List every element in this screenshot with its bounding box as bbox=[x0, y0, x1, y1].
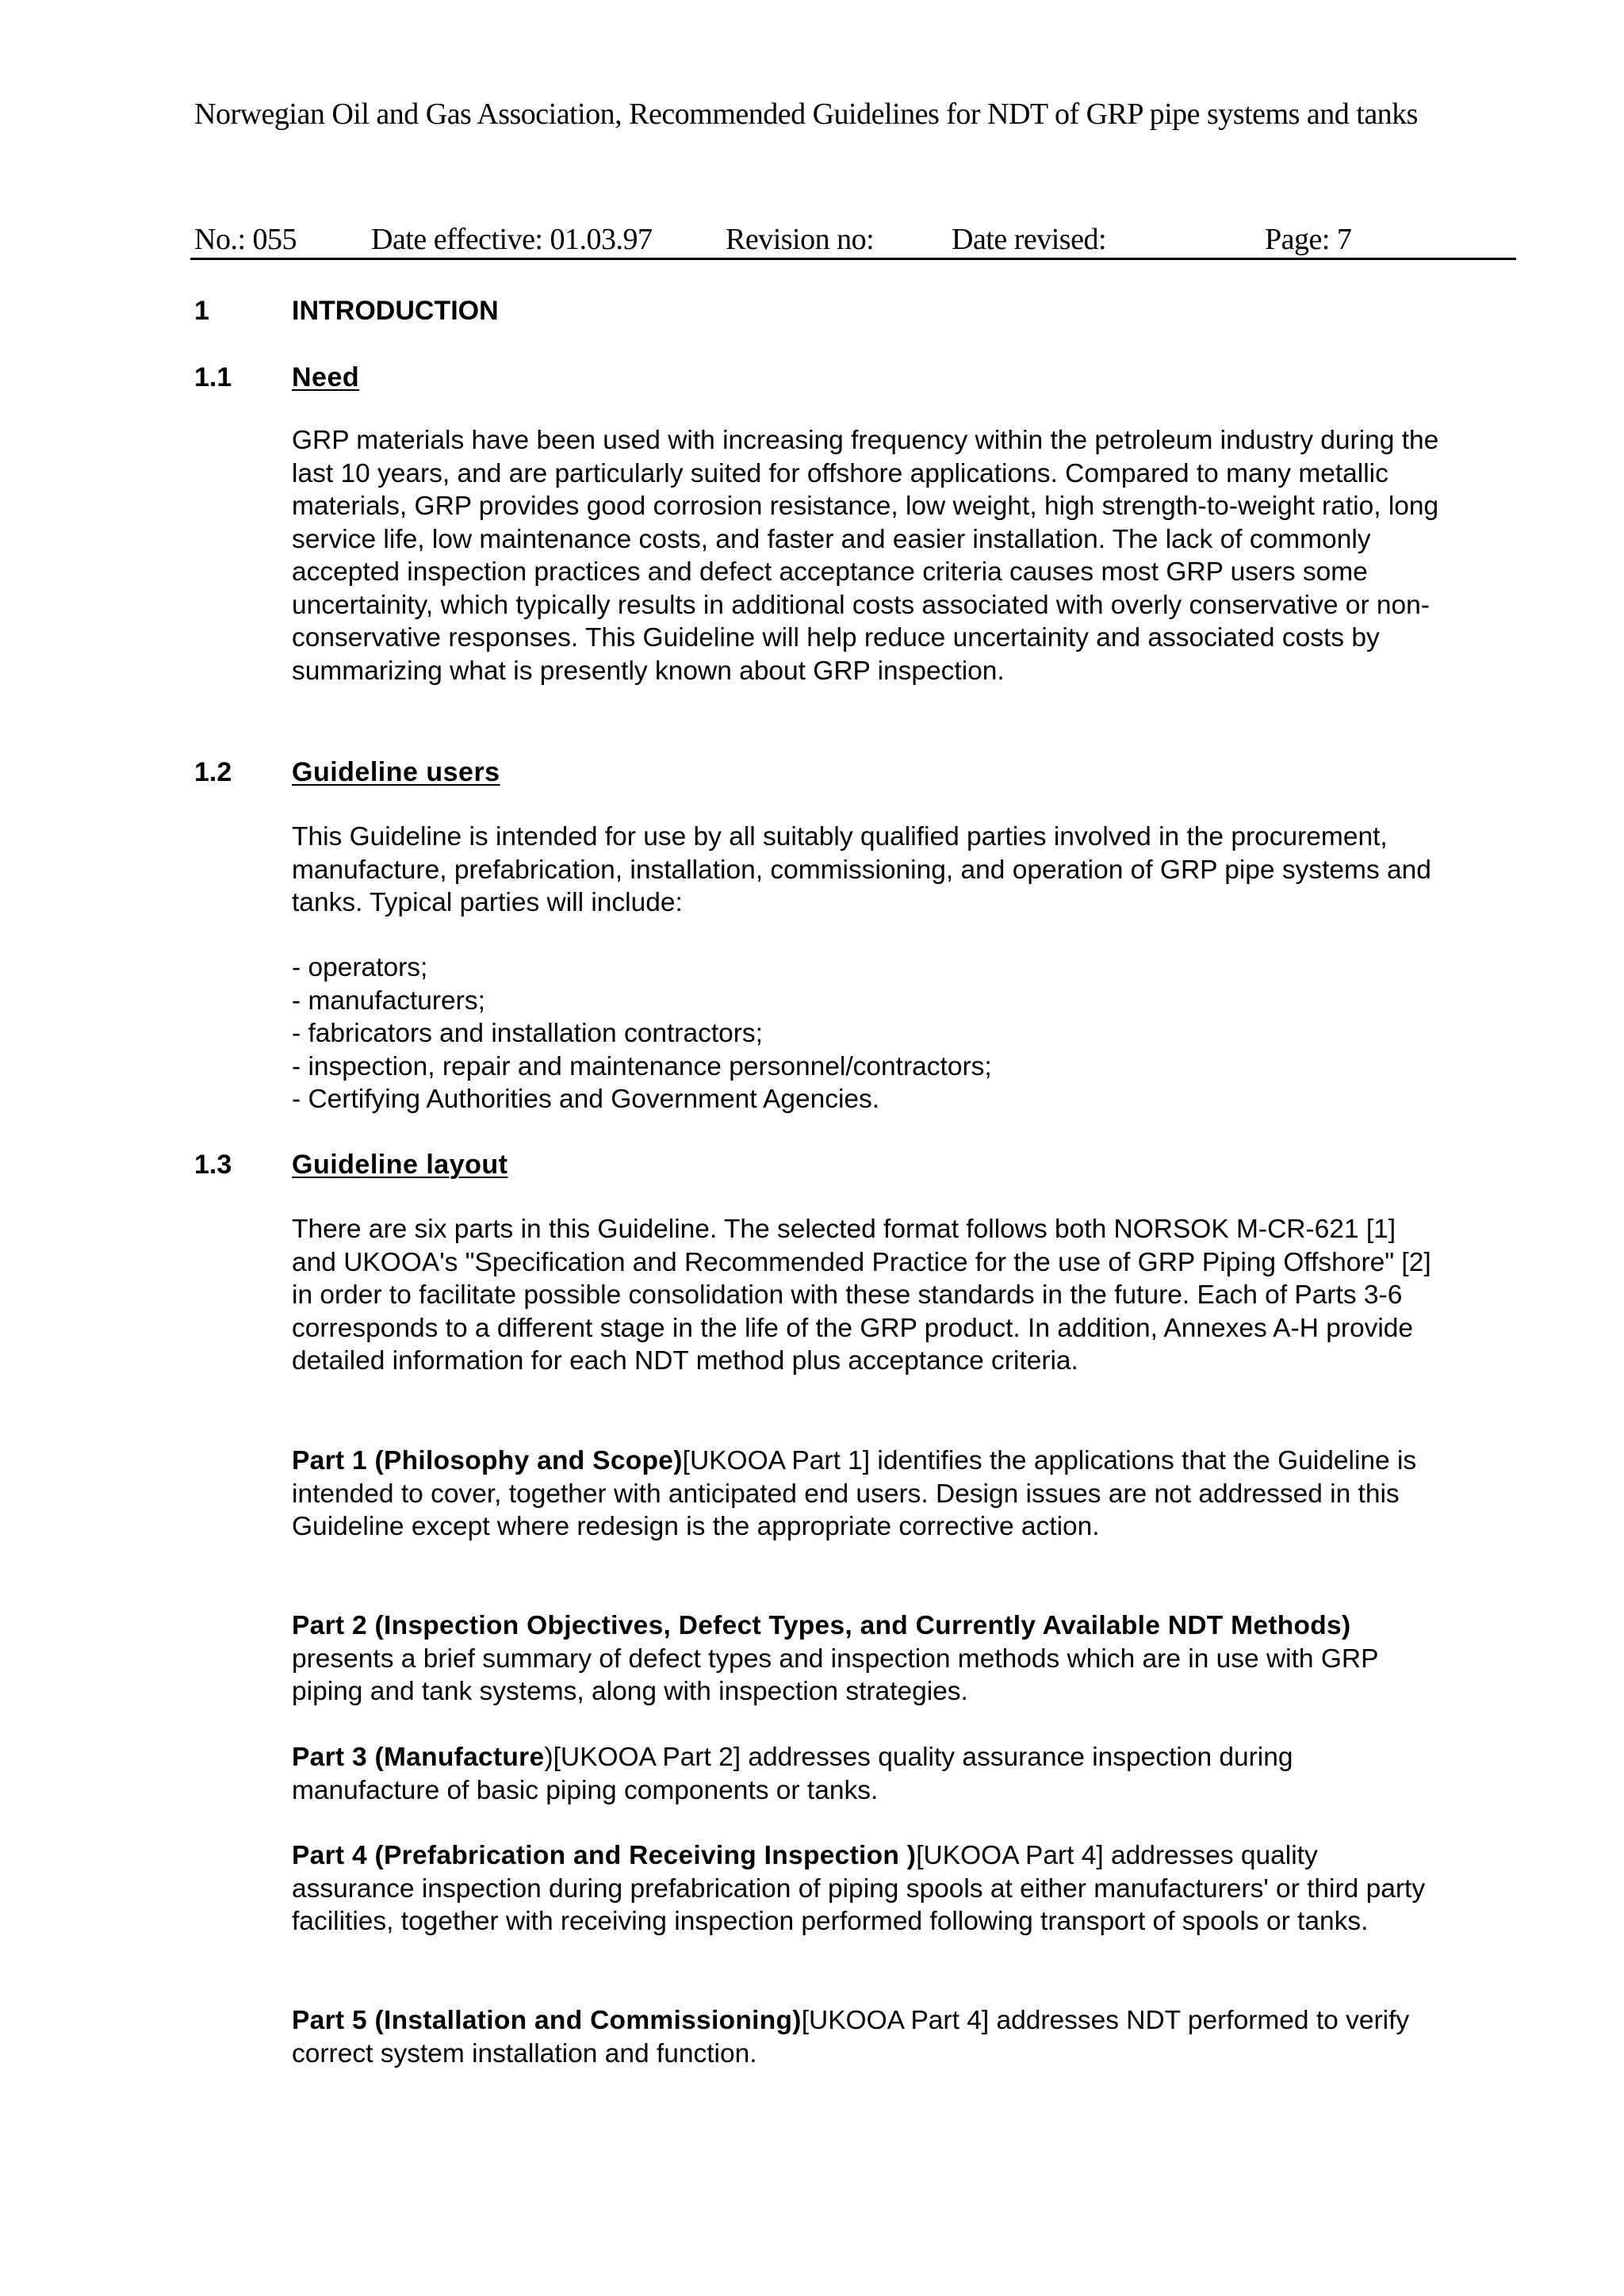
section-title: Need bbox=[292, 362, 360, 392]
section-heading-1 bbox=[194, 293, 1463, 328]
date-effective: Date effective: 01.03.97 bbox=[371, 223, 653, 256]
header-title: Norwegian Oil and Gas Association, Recommended Guidelines for NDT of GRP pipe systems and tanks bbox=[194, 98, 1418, 131]
section-number: 1.3 bbox=[194, 1150, 232, 1180]
date-revised: Date revised: bbox=[952, 223, 1107, 256]
document-header bbox=[194, 94, 1542, 256]
part-label: Part 5 (Installation and Commissioning) bbox=[292, 2006, 802, 2035]
section-title: Guideline layout bbox=[292, 1150, 508, 1180]
doc-number: No.: 055 bbox=[194, 223, 297, 256]
list-item: - manufacturers; bbox=[292, 985, 485, 1016]
part-label: Part 4 (Prefabrication and Receiving Inspection ) bbox=[292, 1841, 917, 1870]
section-heading-1-2 bbox=[194, 755, 1463, 790]
header-divider bbox=[190, 258, 1516, 260]
section-heading-1-1 bbox=[194, 360, 1463, 395]
section-title: Guideline users bbox=[292, 757, 500, 787]
list-item: - operators; bbox=[292, 953, 428, 982]
section-title: INTRODUCTION bbox=[292, 296, 499, 326]
paragraph-guideline-users: This Guideline is intended for use by all suitably qualified parties involved in the procurement, manufacture, prefabrication, installation, commissioning, and operation of GRP pipe systems and tanks. Typical parties will include: bbox=[292, 822, 1431, 917]
part-label: Part 2 (Inspection Objectives, Defect Types, and Currently Available NDT Methods) bbox=[292, 1611, 1351, 1640]
page-number: Page: 7 bbox=[1265, 223, 1352, 256]
list-item: - fabricators and installation contractors; bbox=[292, 1019, 763, 1048]
part-description: [UKOOA Part 1] identifies the applications that the Guideline is intended to cover, together with anticipated end users. Design issues are not addressed in this Guideline except where redesign is the appropriate corrective action. bbox=[292, 1446, 1417, 1541]
section-number: 1.1 bbox=[194, 362, 232, 392]
paragraph-need: GRP materials have been used with increasing frequency within the petroleum industry during the last 10 years, and are particularly suited for offshore applications. Compared to many metallic materials, GRP provides good corrosion resistance, low weight, high strength-to-weight ratio, long service life, low maintenance costs, and faster and easier installation. The lack of commonly accepted inspection practices and defect acceptance criteria causes most GRP users some uncertainity, which typically results in additional costs associated with overly conservative or non-conservative responses. This Guideline will help reduce uncertainity and associated costs by summarizing what is presently known about GRP inspection. bbox=[292, 426, 1439, 686]
part-label: Part 3 (Manufacture bbox=[292, 1743, 545, 1772]
paragraph-part-4 bbox=[292, 1839, 1443, 1938]
paragraph-part-2 bbox=[292, 1609, 1443, 1709]
parties-list bbox=[292, 951, 1443, 1116]
list-item: - inspection, repair and maintenance personnel/contractors; bbox=[292, 1051, 992, 1081]
paragraph-part-3 bbox=[292, 1741, 1443, 1807]
list-item: - Certifying Authorities and Government Agencies. bbox=[292, 1085, 880, 1114]
part-description: presents a brief summary of defect types and inspection methods which are in use with GRP piping and tank systems, along with inspection strategies. bbox=[292, 1644, 1378, 1706]
paragraph-part-1 bbox=[292, 1445, 1443, 1544]
section-number: 1 bbox=[194, 296, 209, 326]
header-meta-row bbox=[194, 219, 1542, 260]
part-description: )[UKOOA Part 2] addresses quality assurance inspection during manufacture of basic piping components or tanks. bbox=[292, 1743, 1293, 1805]
revision-number: Revision no: bbox=[726, 223, 875, 256]
paragraph-layout-intro: There are six parts in this Guideline. The selected format follows both NORSOK M-CR-621 [1] and UKOOA's "Specification and Recommended Practice for the use of GRP Piping Offshore" [2] in order to facilitate possible consolidation with these standards in the future. Each of Parts 3-6 corresponds to a different stage in the life of the GRP product. In addition, Annexes A-H provide detailed information for each NDT method plus acceptance criteria. bbox=[292, 1215, 1431, 1376]
part-label: Part 1 (Philosophy and Scope) bbox=[292, 1446, 683, 1475]
section-number: 1.2 bbox=[194, 757, 232, 787]
part-description: [UKOOA Part 4] addresses quality assurance inspection during prefabrication of piping spools at either manufacturers' or third party facilities, together with receiving inspection performed following transport of spools or tanks. bbox=[292, 1841, 1426, 1936]
part-description: [UKOOA Part 4] addresses NDT performed to verify correct system installation and function. bbox=[292, 2006, 1410, 2068]
paragraph-part-5 bbox=[292, 2004, 1443, 2070]
section-heading-1-3 bbox=[194, 1147, 1463, 1182]
